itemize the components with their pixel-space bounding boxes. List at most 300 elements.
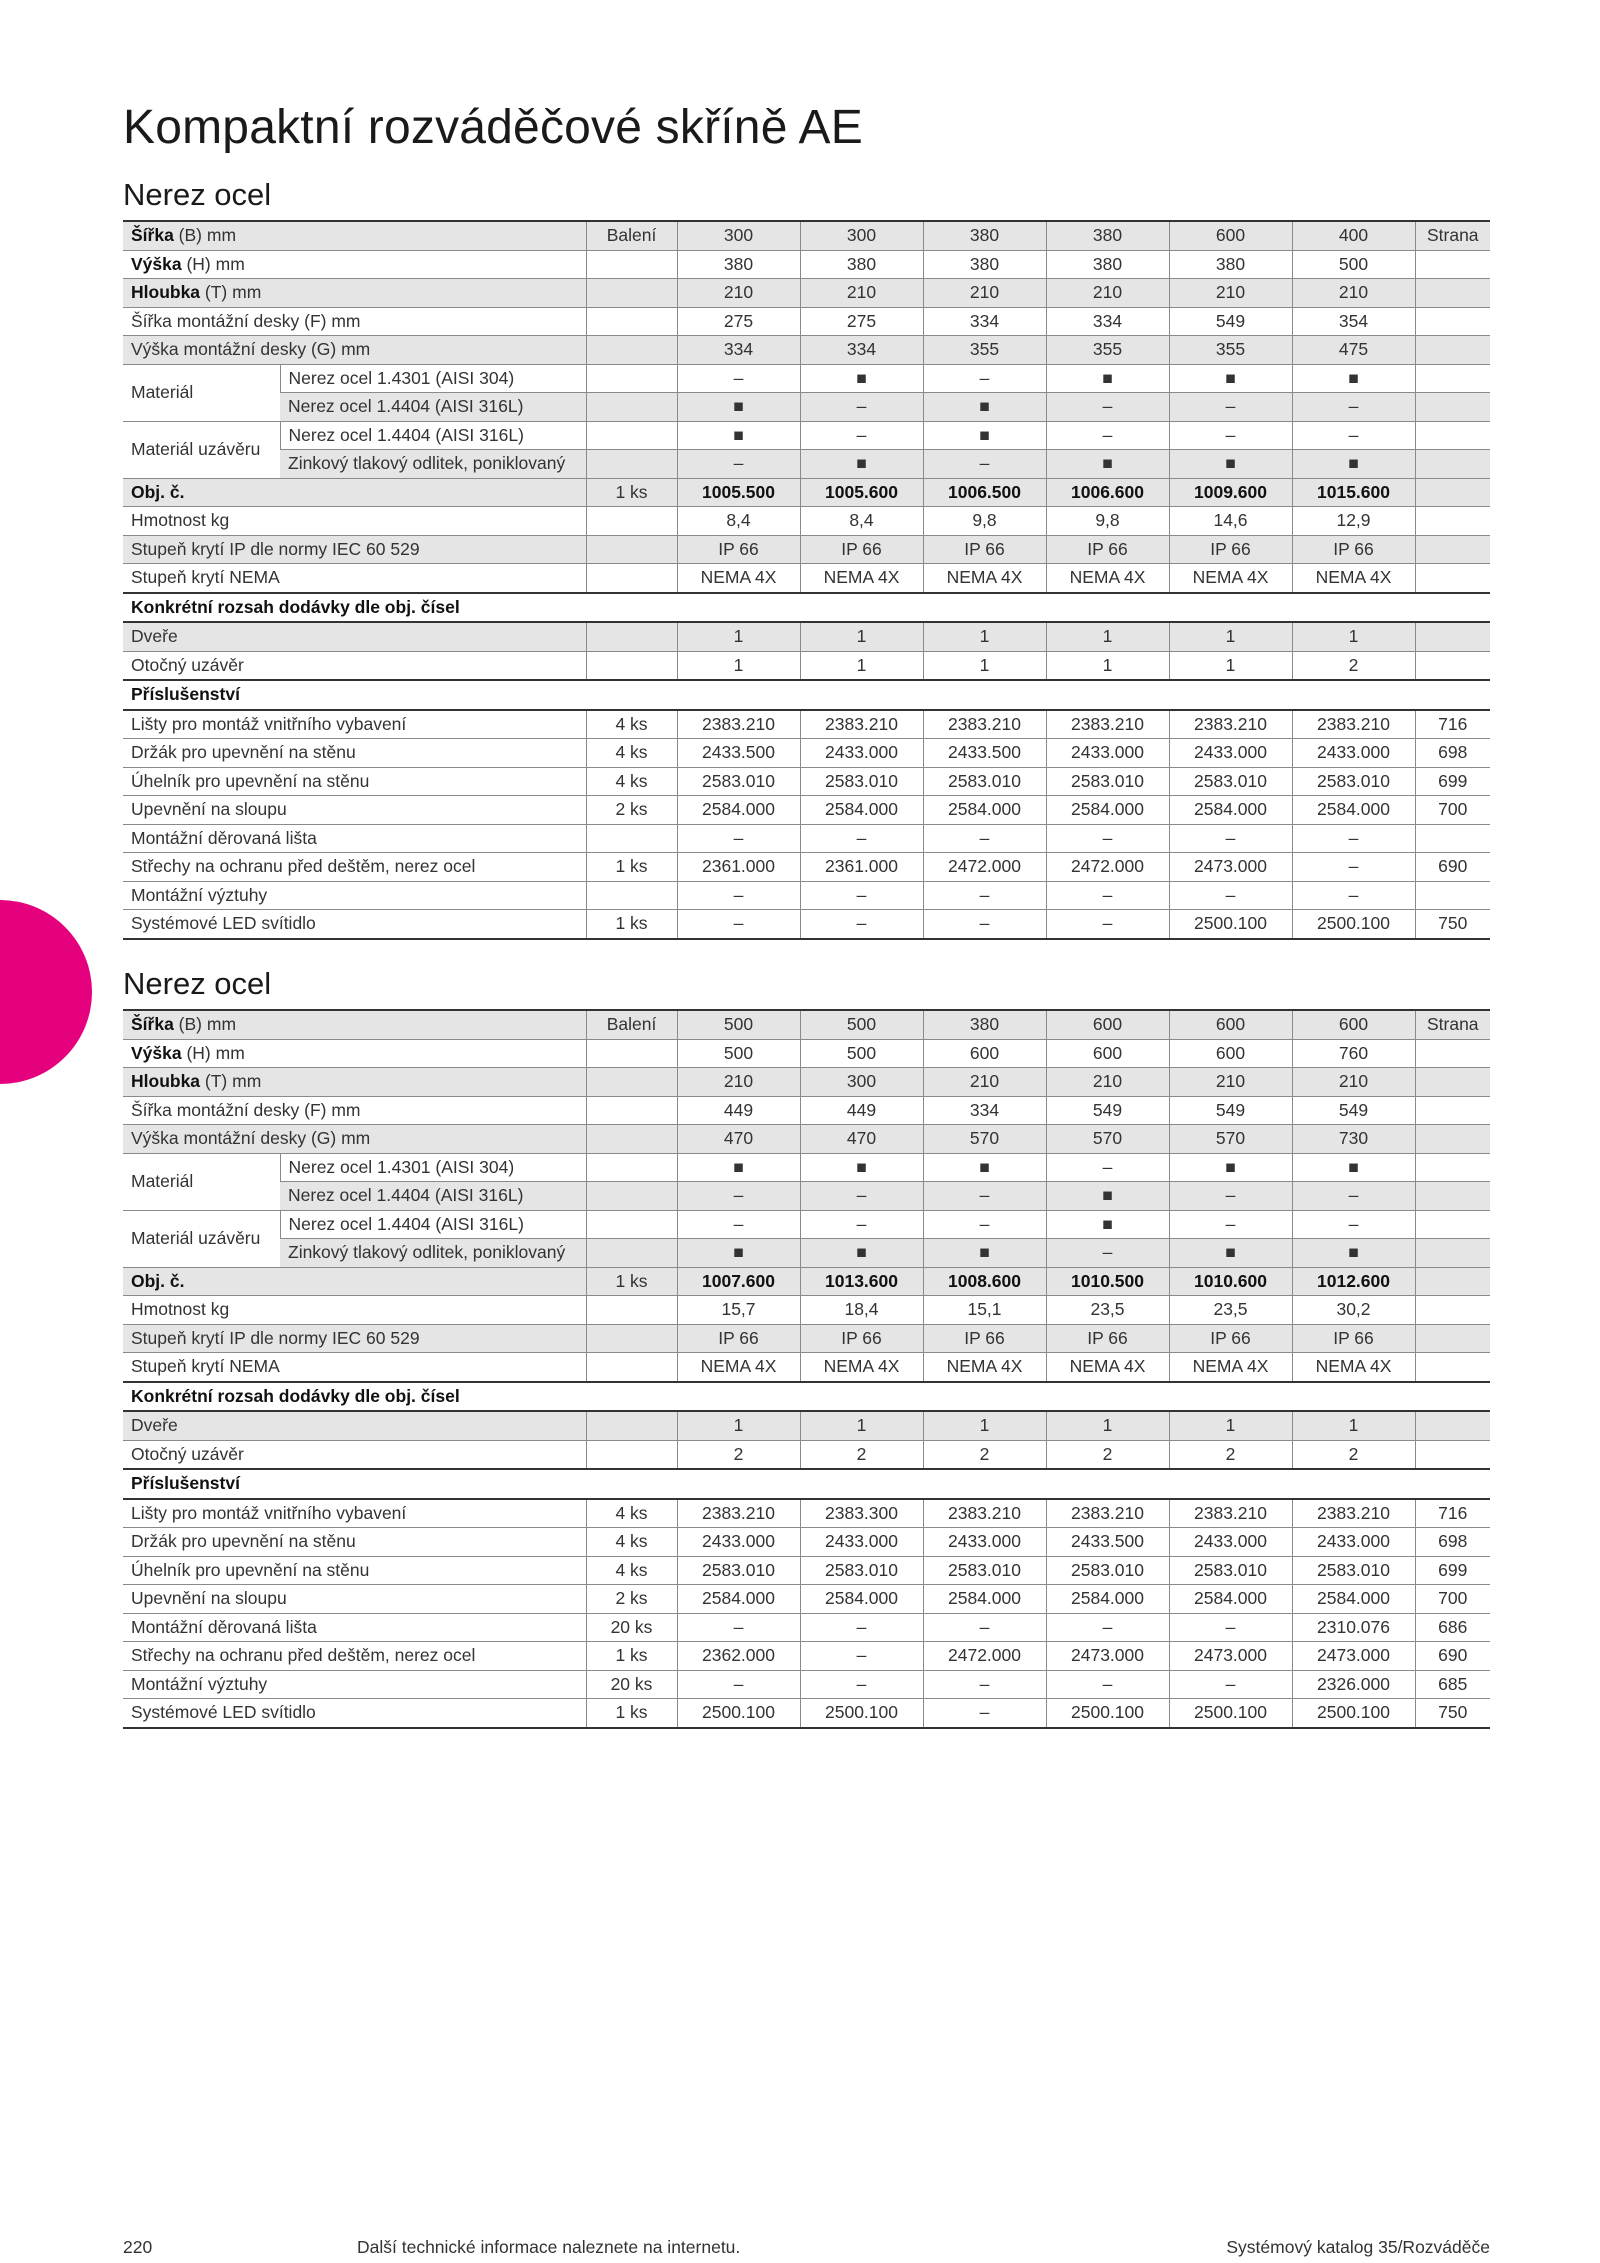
accessory-order-number: 2584.000 [923,796,1046,825]
pack-cell [586,1324,677,1353]
material-mark: – [800,421,923,450]
material-mark: ■ [677,421,800,450]
material-mark: – [1046,421,1169,450]
dimension-value: 210 [677,279,800,308]
table-row [123,450,1490,479]
row-label-bold: Šířka [131,1014,174,1034]
dimension-value: 210 [1169,279,1292,308]
accessory-order-number: – [1046,824,1169,853]
material-mark: – [800,1182,923,1211]
table-row [123,1096,1490,1125]
dimension-value: 210 [1292,1068,1415,1097]
dimension-value: 549 [1046,1096,1169,1125]
pack-cell [586,1125,677,1154]
scope-value: 2 [800,1440,923,1469]
material-mark: ■ [677,1239,800,1268]
property-value: 23,5 [1046,1296,1169,1325]
page-reference: 690 [1415,853,1490,882]
material-option-label: Nerez ocel 1.4301 (AISI 304) [280,1153,586,1182]
closure-group-label: Materiál uzávěru [123,1210,280,1267]
row-label [123,279,586,308]
accessory-order-number: 2583.010 [1046,767,1169,796]
accessory-label: Lišty pro montáž vnitřního vybavení [123,710,586,739]
pack-cell: 4 ks [586,739,677,768]
accessory-order-number: 2383.210 [677,1499,800,1528]
table-row [123,1039,1490,1068]
property-label: Stupeň krytí NEMA [123,564,586,593]
table-row [123,881,1490,910]
width-value: 300 [800,221,923,250]
dimension-value: 549 [1169,1096,1292,1125]
page-cell [1415,1353,1490,1382]
pack-cell [586,364,677,393]
row-label [123,1039,586,1068]
material-mark: ■ [1292,364,1415,393]
table-row [123,739,1490,768]
scope-label: Otočný uzávěr [123,651,586,680]
property-value: NEMA 4X [677,1353,800,1382]
material-mark: ■ [1046,364,1169,393]
table-row [123,535,1490,564]
table-row [123,1267,1490,1296]
table-row [123,250,1490,279]
row-label-unit: (B) mm [173,1014,237,1034]
accessory-order-number: – [1292,824,1415,853]
width-value: 400 [1292,221,1415,250]
property-value: NEMA 4X [1046,564,1169,593]
page-cell [1415,1153,1490,1182]
dimension-value: 380 [923,250,1046,279]
pack-cell: 1 ks [586,1267,677,1296]
scope-value: 1 [923,651,1046,680]
pack-cell [586,1296,677,1325]
width-value: 380 [1046,221,1169,250]
material-mark: ■ [1046,1210,1169,1239]
material-mark: – [1169,393,1292,422]
accessory-order-number: – [677,881,800,910]
pack-cell: 4 ks [586,1556,677,1585]
accessory-order-number: 2473.000 [1292,1642,1415,1671]
accessory-order-number: 2584.000 [1292,1585,1415,1614]
order-number: 1013.600 [800,1267,923,1296]
section-marker-circle [0,900,92,1084]
accessory-order-number: 2383.210 [800,710,923,739]
accessory-order-number: 2326.000 [1292,1670,1415,1699]
property-label: Hmotnost kg [123,1296,586,1325]
material-option-label: Nerez ocel 1.4301 (AISI 304) [280,364,586,393]
property-value: IP 66 [800,535,923,564]
accessory-order-number: – [923,910,1046,939]
property-value: 9,8 [923,507,1046,536]
accessory-order-number: 2584.000 [923,1585,1046,1614]
page-header: Strana [1415,221,1490,250]
material-mark: ■ [923,1153,1046,1182]
page-reference: 700 [1415,1585,1490,1614]
pack-cell [586,824,677,853]
width-value: 500 [677,1010,800,1039]
accessory-label: Střechy na ochranu před deštěm, nerez ocel [123,853,586,882]
accessory-label: Střechy na ochranu před deštěm, nerez ocel [123,1642,586,1671]
scope-value: 2 [923,1440,1046,1469]
dimension-value: 570 [1169,1125,1292,1154]
property-value: IP 66 [1046,535,1169,564]
page-reference: 690 [1415,1642,1490,1671]
pack-cell: 4 ks [586,767,677,796]
accessory-order-number: 2583.010 [677,767,800,796]
pack-cell [586,336,677,365]
row-label [123,221,586,250]
dimension-value: 380 [800,250,923,279]
dimension-value: 600 [923,1039,1046,1068]
dimension-value: 275 [800,307,923,336]
pack-cell [586,1239,677,1268]
accessory-order-number: 2433.000 [677,1528,800,1557]
pack-cell [586,1440,677,1469]
scope-value: 1 [1169,1411,1292,1440]
property-value: 14,6 [1169,507,1292,536]
page-reference: 685 [1415,1670,1490,1699]
pack-cell [586,421,677,450]
scope-value: 1 [1169,651,1292,680]
scope-value: 1 [677,1411,800,1440]
dimension-value: 380 [1169,250,1292,279]
accessory-order-number: – [923,1613,1046,1642]
pack-cell [586,1411,677,1440]
property-label: Hmotnost kg [123,507,586,536]
pack-header: Balení [586,1010,677,1039]
accessories-heading: Příslušenství [123,1469,1490,1499]
dimension-value: 500 [800,1039,923,1068]
pack-cell: 1 ks [586,910,677,939]
accessory-order-number: – [1169,824,1292,853]
dimension-value: 570 [923,1125,1046,1154]
page-cell [1415,1039,1490,1068]
page-cell [1415,1440,1490,1469]
material-mark: – [677,1182,800,1211]
table-row [123,710,1490,739]
page-cell [1415,535,1490,564]
scope-value: 1 [1169,622,1292,651]
table-row [123,593,1490,623]
scope-value: 1 [1046,622,1169,651]
table-row [123,853,1490,882]
accessory-order-number: 2584.000 [800,796,923,825]
table-row [123,1153,1490,1182]
page-number: 220 [123,2237,153,2257]
accessory-label: Montážní děrovaná lišta [123,824,586,853]
property-value: IP 66 [1292,1324,1415,1353]
accessory-order-number: 2583.010 [923,767,1046,796]
pack-cell [586,535,677,564]
property-value: 8,4 [800,507,923,536]
width-value: 600 [1169,1010,1292,1039]
table-row [123,1210,1490,1239]
accessory-label: Lišty pro montáž vnitřního vybavení [123,1499,586,1528]
accessory-order-number: 2472.000 [923,853,1046,882]
accessory-order-number: – [923,1699,1046,1728]
accessory-order-number: 2383.210 [1169,710,1292,739]
property-value: IP 66 [923,1324,1046,1353]
accessory-order-number: – [923,881,1046,910]
dimension-value: 475 [1292,336,1415,365]
accessory-order-number: 2361.000 [800,853,923,882]
dimension-value: 334 [800,336,923,365]
page-cell [1415,1411,1490,1440]
page-reference: 716 [1415,1499,1490,1528]
accessory-order-number: 2383.210 [1292,1499,1415,1528]
property-value: IP 66 [1292,535,1415,564]
accessory-order-number: 2500.100 [1046,1699,1169,1728]
order-number: 1008.600 [923,1267,1046,1296]
pack-cell: 1 ks [586,1642,677,1671]
table-row [123,221,1490,250]
accessory-order-number: – [800,881,923,910]
page-reference [1415,824,1490,853]
pack-cell: 1 ks [586,1699,677,1728]
closure-option-label: Zinkový tlakový odlitek, poniklovaný [280,450,586,479]
accessory-order-number: 2383.210 [923,1499,1046,1528]
accessory-order-number: 2473.000 [1169,853,1292,882]
property-label: Stupeň krytí NEMA [123,1353,586,1382]
page-cell [1415,307,1490,336]
page-cell [1415,478,1490,507]
pack-cell [586,1353,677,1382]
table-row [123,1585,1490,1614]
table-row [123,1324,1490,1353]
property-value: 15,1 [923,1296,1046,1325]
dimension-value: 449 [800,1096,923,1125]
page-cell [1415,279,1490,308]
row-label-bold: Výška [131,1042,182,1063]
dimension-value: 355 [1046,336,1169,365]
accessory-order-number: 2500.100 [1292,1699,1415,1728]
dimension-value: 500 [677,1039,800,1068]
table-row [123,1353,1490,1382]
table-row [123,564,1490,593]
row-label: Výška montážní desky (G) mm [123,1125,586,1154]
table-row [123,336,1490,365]
pack-cell [586,622,677,651]
accessory-order-number: 2500.100 [1169,910,1292,939]
accessory-order-number: 2383.210 [923,710,1046,739]
accessory-label: Úhelník pro upevnění na stěnu [123,1556,586,1585]
pack-cell [586,1153,677,1182]
page-reference: 750 [1415,1699,1490,1728]
table-row [123,1239,1490,1268]
accessory-label: Držák pro upevnění na stěnu [123,1528,586,1557]
accessory-order-number: 2383.210 [1292,710,1415,739]
material-mark: ■ [800,364,923,393]
page-cell [1415,1096,1490,1125]
accessory-order-number: 2433.000 [1169,1528,1292,1557]
accessory-order-number: 2584.000 [1046,1585,1169,1614]
dimension-value: 210 [1292,279,1415,308]
table-row [123,421,1490,450]
accessory-order-number: 2500.100 [1292,910,1415,939]
property-value: NEMA 4X [923,1353,1046,1382]
scope-label: Dveře [123,1411,586,1440]
material-mark: ■ [1292,1153,1415,1182]
page-reference: 700 [1415,796,1490,825]
scope-label: Otočný uzávěr [123,1440,586,1469]
material-mark: – [800,1210,923,1239]
dimension-value: 210 [1046,279,1169,308]
accessory-order-number: 2583.010 [1169,1556,1292,1585]
pack-cell: 1 ks [586,853,677,882]
order-number-label: Obj. č. [123,1267,586,1296]
accessory-label: Držák pro upevnění na stěnu [123,739,586,768]
row-label: Šířka montážní desky (F) mm [123,1096,586,1125]
page-cell [1415,450,1490,479]
property-value: 30,2 [1292,1296,1415,1325]
pack-cell: 4 ks [586,1528,677,1557]
dimension-value: 300 [800,1068,923,1097]
scope-label: Dveře [123,622,586,651]
dimension-value: 210 [677,1068,800,1097]
material-mark: ■ [923,393,1046,422]
accessory-order-number: – [1292,853,1415,882]
accessory-order-number: 2583.010 [1169,767,1292,796]
order-number-label: Obj. č. [123,478,586,507]
accessory-order-number: – [1169,1670,1292,1699]
row-label-unit: (B) mm [173,225,237,245]
material-mark: ■ [677,1153,800,1182]
dimension-value: 600 [1169,1039,1292,1068]
material-mark: – [923,364,1046,393]
material-mark: ■ [1169,364,1292,393]
pack-cell [586,507,677,536]
accessory-order-number: – [923,1670,1046,1699]
accessory-order-number: 2584.000 [677,1585,800,1614]
accessory-order-number: 2583.010 [1292,1556,1415,1585]
table-row [123,1382,1490,1412]
accessory-order-number: 2433.000 [800,739,923,768]
row-label-unit: (H) mm [181,1042,245,1063]
pack-cell [586,250,677,279]
pack-cell: 1 ks [586,478,677,507]
table-row [123,1182,1490,1211]
material-mark: ■ [800,1239,923,1268]
pack-cell [586,1039,677,1068]
accessory-order-number: 2310.076 [1292,1613,1415,1642]
page-cell [1415,1296,1490,1325]
accessory-order-number: 2583.010 [923,1556,1046,1585]
accessory-order-number: 2583.010 [1046,1556,1169,1585]
dimension-value: 275 [677,307,800,336]
page-cell [1415,622,1490,651]
accessory-order-number: – [800,1613,923,1642]
section-title-1: Nerez ocel [123,177,272,212]
accessory-order-number: – [800,824,923,853]
page-cell [1415,393,1490,422]
table-row [123,1699,1490,1728]
scope-heading: Konkrétní rozsah dodávky dle obj. čísel [123,593,1490,623]
spec-table-1 [123,220,1490,940]
table-row [123,1125,1490,1154]
pack-cell [586,1182,677,1211]
accessory-label: Systémové LED svítidlo [123,1699,586,1728]
order-number: 1005.600 [800,478,923,507]
accessory-label: Upevnění na sloupu [123,1585,586,1614]
dimension-value: 355 [1169,336,1292,365]
accessory-order-number: 2433.000 [923,1528,1046,1557]
dimension-value: 334 [923,1096,1046,1125]
material-group-label: Materiál [123,364,280,421]
material-mark: ■ [1169,450,1292,479]
scope-value: 1 [1046,1411,1169,1440]
table-row [123,796,1490,825]
accessory-label: Montážní výztuhy [123,881,586,910]
row-label-bold: Výška [131,253,182,274]
row-label: Šířka montážní desky (F) mm [123,307,586,336]
material-mark: – [923,1210,1046,1239]
dimension-value: 334 [677,336,800,365]
page-cell [1415,1324,1490,1353]
pack-cell [586,450,677,479]
pack-cell: 2 ks [586,796,677,825]
pack-cell: 4 ks [586,1499,677,1528]
pack-cell [586,1096,677,1125]
row-label-unit: (H) mm [181,253,245,274]
property-value: NEMA 4X [923,564,1046,593]
row-label [123,1010,586,1039]
accessory-order-number: – [1046,1670,1169,1699]
dimension-value: 210 [923,279,1046,308]
accessory-order-number: 2472.000 [923,1642,1046,1671]
pack-cell [586,1068,677,1097]
property-value: NEMA 4X [1169,1353,1292,1382]
accessory-order-number: – [800,910,923,939]
width-value: 600 [1169,221,1292,250]
table-row [123,1296,1490,1325]
page-cell [1415,564,1490,593]
accessory-order-number: – [800,1642,923,1671]
accessory-order-number: – [677,824,800,853]
table-row [123,680,1490,710]
accessory-order-number: – [1169,1613,1292,1642]
material-mark: ■ [1169,1239,1292,1268]
dimension-value: 210 [800,279,923,308]
page-reference: 698 [1415,739,1490,768]
order-number: 1015.600 [1292,478,1415,507]
accessory-label: Úhelník pro upevnění na stěnu [123,767,586,796]
material-mark: – [677,1210,800,1239]
material-mark: – [677,450,800,479]
dimension-value: 334 [923,307,1046,336]
page-cell [1415,1182,1490,1211]
material-mark: ■ [1169,1153,1292,1182]
accessory-order-number: – [677,1670,800,1699]
scope-value: 1 [677,622,800,651]
property-value: 15,7 [677,1296,800,1325]
accessory-label: Systémové LED svítidlo [123,910,586,939]
scope-value: 1 [677,651,800,680]
accessory-order-number: 2584.000 [1292,796,1415,825]
material-mark: – [1046,1239,1169,1268]
property-value: NEMA 4X [677,564,800,593]
scope-value: 2 [1292,1440,1415,1469]
page-cell [1415,336,1490,365]
order-number: 1012.600 [1292,1267,1415,1296]
dimension-value: 380 [1046,250,1169,279]
accessory-order-number: – [1046,881,1169,910]
accessory-label: Montážní výztuhy [123,1670,586,1699]
accessory-order-number: 2433.000 [1292,1528,1415,1557]
table-row [123,507,1490,536]
scope-value: 2 [1292,651,1415,680]
property-value: IP 66 [800,1324,923,1353]
row-label [123,250,586,279]
